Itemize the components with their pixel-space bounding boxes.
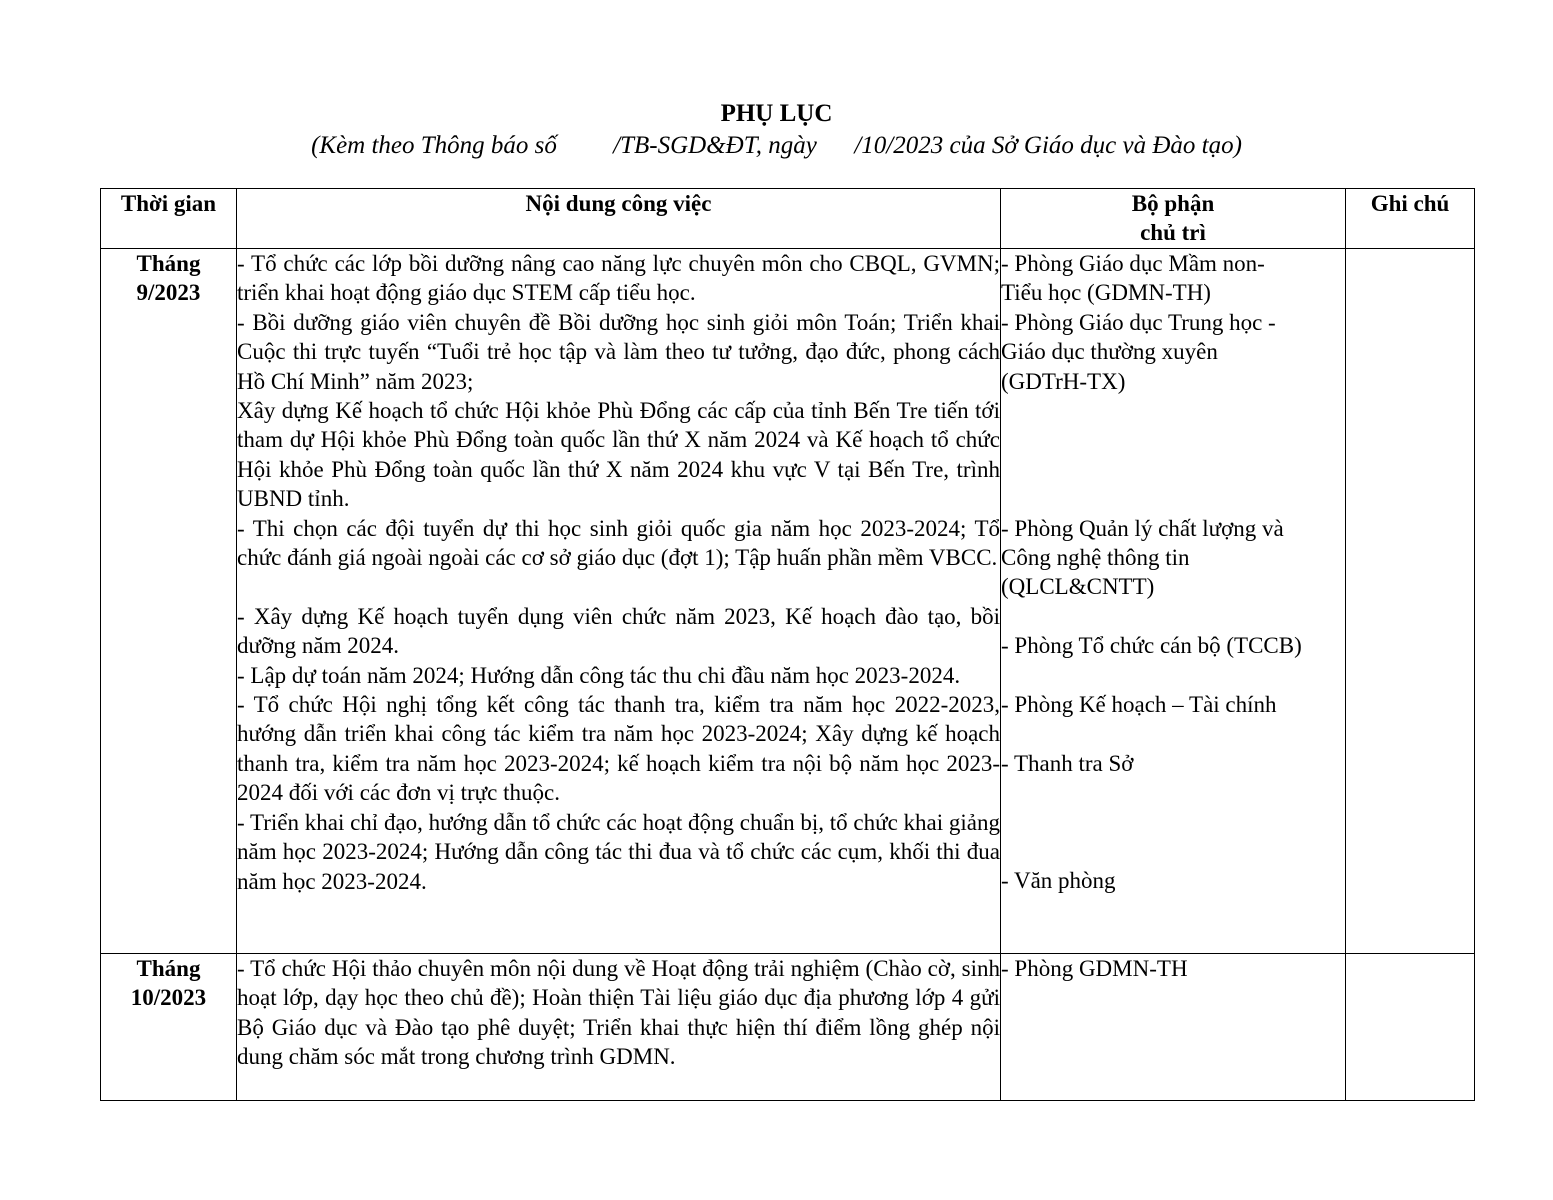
header-time: Thời gian bbox=[101, 189, 237, 249]
note-cell bbox=[1346, 954, 1475, 1101]
task-item: - Triển khai chỉ đạo, hướng dẫn tổ chức các hoạt động chuẩn bị, tổ chức khai giảng năm học 2023-2024; Hướng dẫn công tác thi đua và tổ chức các cụm, khối thi đua năm học 2023-2024. bbox=[237, 809, 1001, 894]
department-line: (GDTrH-TX) bbox=[1001, 368, 1126, 394]
department-line: - Văn phòng bbox=[1001, 868, 1116, 894]
task-item: - Bồi dưỡng giáo viên chuyên đề Bồi dưỡng học sinh giỏi môn Toán; Triển khai Cuộc thi trực tuyến “Tuổi trẻ học tập và làm theo tư tưởng, đạo đức, phong cách Hồ Chí Minh” năm 2023; bbox=[237, 309, 1000, 394]
month-cell bbox=[101, 249, 237, 954]
header-content: Nội dung công việc bbox=[237, 189, 1001, 249]
table-row-october bbox=[101, 954, 1475, 1101]
task-item: - Lập dự toán năm 2024; Hướng dẫn công tác thu chi đầu năm học 2023-2024. bbox=[237, 662, 961, 688]
table-row-september bbox=[101, 249, 1475, 954]
month-cell bbox=[101, 954, 237, 1101]
task-item: - Tổ chức Hội thảo chuyên môn nội dung về Hoạt động trải nghiệm (Chào cờ, sinh hoạt lớp, dạy học theo chủ đề); Hoàn thiện Tài liệu giáo dục địa phương lớp 4 gửi Bộ Giáo dục và Đào tạo phê duyệt; Triển khai thực hiện thí điểm lồng ghép nội dung chăm sóc mắt trong chương trình GDMN. bbox=[237, 956, 1000, 1070]
department-line: - Phòng Kế hoạch – Tài chính bbox=[1001, 692, 1277, 717]
header-department-line2: chủ trì bbox=[1140, 220, 1206, 246]
department-line: - Phòng Giáo dục Mầm non- bbox=[1001, 251, 1265, 276]
department-line: - Phòng Tổ chức cán bộ (TCCB) bbox=[1001, 633, 1302, 659]
department-line: Giáo dục thường xuyên bbox=[1001, 339, 1218, 365]
department-line: - Phòng Giáo dục Trung học - bbox=[1001, 309, 1276, 335]
month-label: Tháng bbox=[136, 956, 201, 981]
task-item: - Tổ chức Hội nghị tổng kết công tác thanh tra, kiểm tra năm học 2022-2023, hướng dẫn triển khai công tác kiểm tra năm học 2023-2024; Xây dựng kế hoạch thanh tra, kiểm tra năm học 2023-2024; kế hoạch kiểm tra nội bộ năm học 2023-2024 đối với các đơn vị trực thuộc. bbox=[237, 692, 1000, 806]
department-cell bbox=[1001, 249, 1346, 954]
department-line: Tiểu học (GDMN-TH) bbox=[1001, 280, 1211, 306]
content-cell bbox=[237, 249, 1001, 954]
department-line: Công nghệ thông tin bbox=[1001, 545, 1190, 570]
task-item: - Tổ chức các lớp bồi dưỡng nâng cao năng lực chuyên môn cho CBQL, GVMN; triển khai hoạt động giáo dục STEM cấp tiểu học. bbox=[237, 251, 1000, 306]
department-line: (QLCL&CNTT) bbox=[1001, 574, 1155, 600]
document-subtitle: (Kèm theo Thông báo số /TB-SGD&ĐT, ngày /10/2023 của Sở Giáo dục và Đào tạo) bbox=[311, 132, 1242, 159]
month-label: Tháng bbox=[136, 251, 201, 276]
document-title: PHỤ LỤC bbox=[720, 100, 833, 127]
table-header-row bbox=[101, 189, 1475, 249]
header-note: Ghi chú bbox=[1346, 189, 1475, 249]
header-department-line1: Bộ phận bbox=[1131, 191, 1215, 216]
task-item: - Xây dựng Kế hoạch tuyển dụng viên chức năm 2023, Kế hoạch đào tạo, bồi dưỡng năm 2024. bbox=[237, 603, 1000, 659]
note-cell bbox=[1346, 249, 1475, 954]
task-item: Xây dựng Kế hoạch tổ chức Hội khỏe Phù Đổng các cấp của tỉnh Bến Tre tiến tới tham dự Hội khỏe Phù Đổng toàn quốc lần thứ X năm 2024 và Kế hoạch tổ chức Hội khỏe Phù Đổng toàn quốc lần thứ X năm 2024 khu vực V tại Bến Tre, trình UBND tỉnh. bbox=[237, 398, 1000, 512]
month-value: 9/2023 bbox=[136, 280, 201, 306]
task-item: - Thi chọn các đội tuyển dự thi học sinh giỏi quốc gia năm học 2023-2024; Tổ chức đánh giá ngoài ngoài các cơ sở giáo dục (đợt 1); Tập huấn phần mềm VBCC. bbox=[237, 515, 1000, 571]
work-plan-table bbox=[100, 188, 1475, 1101]
content-cell bbox=[237, 954, 1001, 1101]
department-line: - Phòng GDMN-TH bbox=[1001, 956, 1188, 981]
department-cell bbox=[1001, 954, 1346, 1101]
department-line: - Thanh tra Sở bbox=[1001, 750, 1134, 776]
month-value: 10/2023 bbox=[130, 985, 207, 1011]
header-department bbox=[1001, 189, 1346, 249]
department-line: - Phòng Quản lý chất lượng và bbox=[1001, 515, 1284, 541]
